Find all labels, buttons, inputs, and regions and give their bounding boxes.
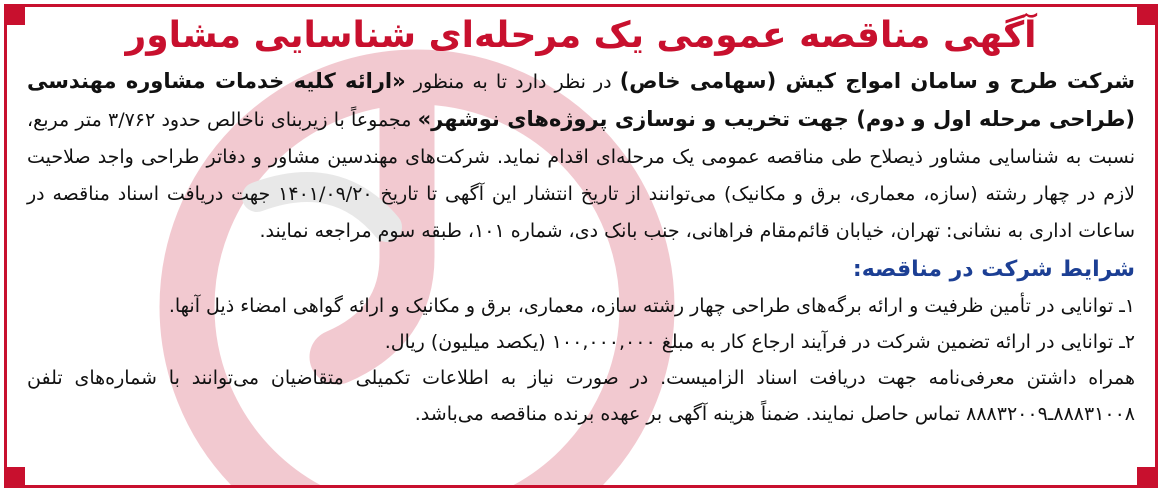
ad-title: آگهی مناقصه عمومی یک مرحله‌ای شناسایی مشاور [125,15,1037,56]
conditions-footer: همراه داشتن معرفی‌نامه جهت دریافت اسناد الزامیست. در صورت نیاز به اطلاعات تکمیلی متقاضیان می‌توانند با شماره‌های تلفن ۸۸۸۳۱۰۰۸ـ۸۸۸۳۲۰۰۹ تماس حاصل نمایند. ضمناً هزینه آگهی بر عهده برنده مناقصه می‌باشد. [27,367,1135,425]
intro-paragraph [27,63,1135,250]
ad-content [27,11,1135,432]
corner-ornament [7,467,25,485]
ad-frame [4,4,1158,488]
corner-ornament [1137,7,1155,25]
corner-ornament [7,7,25,25]
corner-ornament [1137,467,1155,485]
intro-text-2: مجموعاً با زیربنای ناخالص حدود ۳/۷۶۲ متر مربع، نسبت به شناسایی مشاور ذیصلاح طی مناقصه عمومی یک مرحله‌ای اقدام نماید. شرکت‌های مهندسین مشاور و دفاتر طراحی واجد صلاحیت لازم در چهار رشته (سازه، معماری، برق و مکانیک) می‌توانند از تاریخ انتشار این آگهی تا تاریخ ۱۴۰۱/۰۹/۲۰ جهت دریافت اسناد مناقصه در ساعات اداری به نشانی: تهران، خیابان قائم‌مقام فراهانی، جنب بانک دی، شماره ۱۰۱، طبقه سوم مراجعه نمایند. [27,109,1135,242]
condition-item: ۱ـ توانایی در تأمین ظرفیت و ارائه برگه‌های طراحی چهار رشته سازه، معماری، برق و مکانیک و ارائه گواهی امضاء ذیل آنها. [168,295,1135,317]
condition-item: ۲ـ توانایی در ارائه تضمین شرکت در فرآیند ارجاع کار به مبلغ ۱۰۰,۰۰۰,۰۰۰ (یکصد میلیون) ریال. [384,331,1135,353]
conditions-heading: شرایط شرکت در مناقصه: [852,257,1135,282]
intro-text-1: در نظر دارد تا به منظور [405,71,620,93]
company-name: شرکت طرح و سامان امواج کیش (سهامی خاص) [619,69,1136,93]
service-description: «ارائه کلیه خدمات مشاوره مهندسی (طراحی مرحله اول و دوم) جهت تخریب و نوسازی پروژه‌های نوشهر» [27,69,1135,131]
